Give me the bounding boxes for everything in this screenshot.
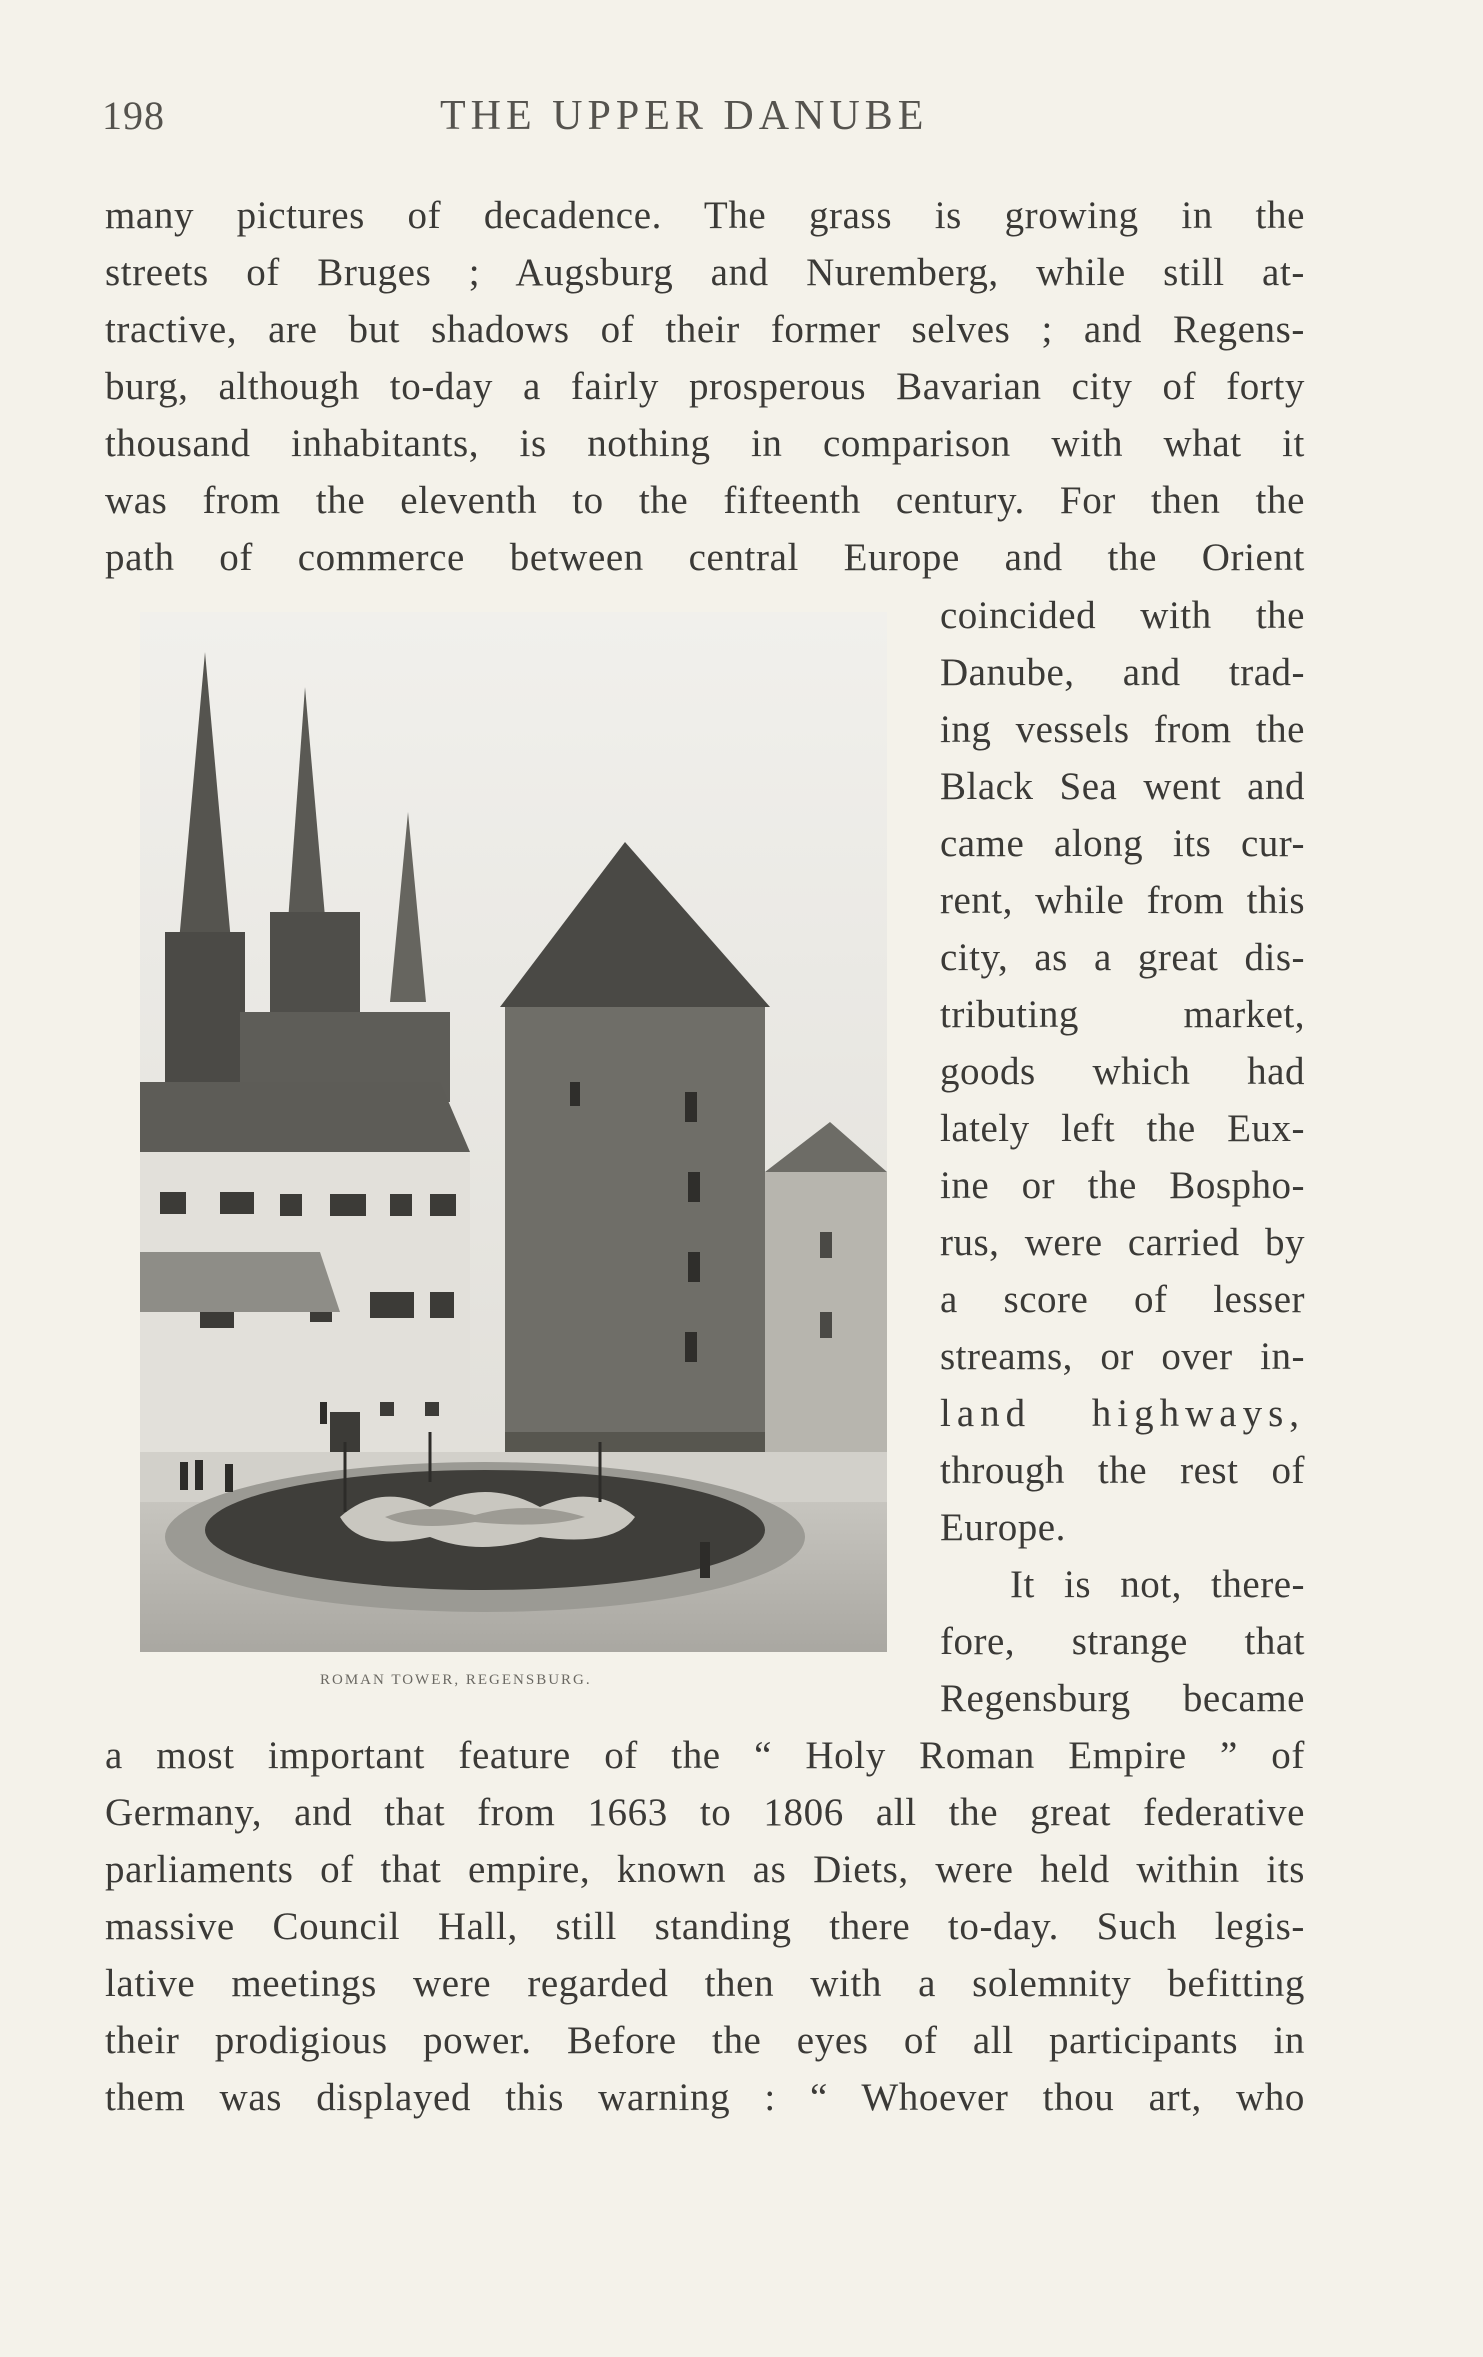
text-line: burg, although to-day a fairly prosperous Bavarian city of forty [105, 365, 1305, 408]
text-line: came along its cur- [940, 822, 1305, 865]
text-line: It is not, there- [1010, 1563, 1305, 1606]
text-line: massive Council Hall, still standing there to-day. Such legis- [105, 1905, 1305, 1948]
text-line: them was displayed this warning : “ Whoever thou art, who [105, 2076, 1305, 2119]
text-line: streets of Bruges ; Augsburg and Nuremberg, while still at- [105, 251, 1305, 294]
text-line: goods which had [940, 1050, 1305, 1093]
text-line: their prodigious power. Before the eyes of all participants in [105, 2019, 1305, 2062]
text-line: Germany, and that from 1663 to 1806 all the great federative [105, 1791, 1305, 1834]
text-line: tractive, are but shadows of their former selves ; and Regens- [105, 308, 1305, 351]
text-line: fore, strange that [940, 1620, 1305, 1663]
text-line: Danube, and trad- [940, 651, 1305, 694]
text-line: streams, or over in- [940, 1335, 1305, 1378]
text-line: rus, were carried by [940, 1221, 1305, 1264]
text-line: Black Sea went and [940, 765, 1305, 808]
text-line: ing vessels from the [940, 708, 1305, 751]
text-line: Europe. [940, 1506, 1066, 1549]
text-line: many pictures of decadence. The grass is growing in the [105, 194, 1305, 237]
figure-caption: ROMAN TOWER, REGENSBURG. [320, 1672, 592, 1688]
text-line: through the rest of [940, 1449, 1305, 1492]
roman-tower-illustration [140, 612, 887, 1652]
text-line: tributing market, [940, 993, 1305, 1036]
page-number: 198 [102, 93, 165, 138]
text-line: ine or the Bospho- [940, 1164, 1305, 1207]
text-line: city, as a great dis- [940, 936, 1305, 979]
text-line: a most important feature of the “ Holy Roman Empire ” of [105, 1734, 1305, 1777]
text-line: lative meetings were regarded then with a solemnity befitting [105, 1962, 1305, 2005]
text-line: thousand inhabitants, is nothing in comparison with what it [105, 422, 1305, 465]
text-line: was from the eleventh to the fifteenth century. For then the [105, 479, 1305, 522]
text-line: land highways, [940, 1392, 1305, 1435]
text-line: coincided with the [940, 594, 1305, 637]
text-line: path of commerce between central Europe and the Orient [105, 536, 1305, 579]
text-line: Regensburg became [940, 1677, 1305, 1720]
text-line: lately left the Eux- [940, 1107, 1305, 1150]
text-line: parliaments of that empire, known as Diets, were held within its [105, 1848, 1305, 1891]
figure-roman-tower [140, 612, 887, 1652]
text-line: a score of lesser [940, 1278, 1305, 1321]
running-title: THE UPPER DANUBE [440, 93, 929, 139]
text-line: rent, while from this [940, 879, 1305, 922]
